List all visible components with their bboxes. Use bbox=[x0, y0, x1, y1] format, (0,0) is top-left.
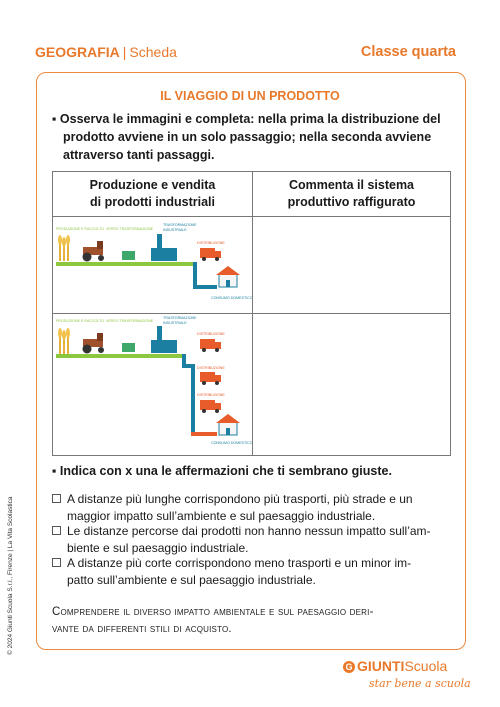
crate-icon bbox=[122, 343, 135, 352]
diagram-multi-step-cell bbox=[53, 314, 253, 456]
truck-icon bbox=[200, 339, 221, 352]
crate-icon bbox=[122, 251, 135, 260]
label-industry-1: TRASFORMAZIONE bbox=[163, 316, 197, 320]
label-transport: VERSO TRASFORMAZIONE bbox=[106, 319, 154, 323]
delivery-path bbox=[191, 432, 217, 436]
checkbox-2[interactable] bbox=[52, 526, 61, 535]
instruction-1-line-3: attraverso tanti passaggi. bbox=[63, 148, 215, 162]
subject-header bbox=[35, 44, 177, 60]
giunti-logo bbox=[343, 658, 447, 674]
label-consumption: CONSUMO DOMESTICO bbox=[211, 296, 252, 300]
production-line bbox=[56, 354, 184, 358]
checkbox-3[interactable] bbox=[52, 558, 61, 567]
logo-tagline: star bene a scuola bbox=[369, 677, 471, 690]
label-industry-2: INDUSTRIALE bbox=[163, 321, 187, 325]
label-distribution-3: DISTRIBUZIONE bbox=[197, 393, 225, 397]
label-production: PRODUZIONE E RACCOLTO bbox=[56, 227, 104, 231]
table-header-production-line-1: Produzione e vendita bbox=[89, 178, 216, 192]
distribution-path bbox=[193, 262, 197, 287]
diagram-single-step bbox=[53, 217, 252, 308]
logo-brand: GIUNTI bbox=[357, 658, 405, 674]
bullet-icon: ▪ bbox=[52, 112, 57, 126]
label-transport: VERSO TRASFORMAZIONE bbox=[106, 227, 154, 231]
statement-3 bbox=[52, 555, 411, 588]
label-production: PRODUZIONE E RACCOLTO bbox=[56, 319, 104, 323]
sheet-type-label: Scheda bbox=[129, 44, 177, 60]
logo-brand-2: Scuola bbox=[404, 658, 448, 674]
label-industry-2: INDUSTRIALE bbox=[163, 228, 187, 232]
header-separator: | bbox=[122, 44, 127, 60]
tractor-icon bbox=[83, 333, 105, 354]
label-consumption: CONSUMO DOMESTICO bbox=[211, 441, 252, 445]
table-header-production bbox=[53, 172, 253, 217]
instruction-2 bbox=[52, 462, 392, 480]
instruction-1-line-2: prodotto avviene in un solo passaggio; nella seconda avviene bbox=[63, 130, 432, 144]
factory-icon bbox=[151, 234, 177, 261]
statement-2-line-2: biente e sul paesaggio industriale. bbox=[67, 540, 249, 555]
statement-1 bbox=[52, 491, 413, 524]
learning-objective-line-1: Comprendere il diverso impatto ambientale e sul paesaggio deri- bbox=[52, 606, 374, 618]
page-title: IL VIAGGIO DI UN PRODOTTO bbox=[160, 89, 340, 103]
diagram-single-step-cell bbox=[53, 217, 253, 314]
copyright-notice: © 2024 Giunti Scuola S.r.l., Firenze | La Vita Scolastica bbox=[7, 496, 14, 655]
comment-cell-1[interactable] bbox=[253, 217, 451, 314]
statement-3-line-2: patto sull’ambiente e sul paesaggio industriale. bbox=[67, 572, 316, 587]
table-header-production-line-2: di prodotti industriali bbox=[90, 195, 215, 209]
factory-icon bbox=[151, 326, 177, 353]
checkbox-1[interactable] bbox=[52, 494, 61, 503]
delivery-path bbox=[193, 285, 217, 289]
production-line bbox=[56, 262, 196, 266]
truck-icon bbox=[200, 372, 221, 385]
bullet-icon: ▪ bbox=[52, 464, 57, 478]
wheat-icon bbox=[58, 328, 70, 354]
label-distribution-2: DISTRIBUZIONE bbox=[197, 366, 225, 370]
activity-table bbox=[52, 171, 451, 456]
house-icon bbox=[216, 414, 240, 435]
table-header-comment-line-1: Commenta il sistema bbox=[288, 178, 415, 192]
comment-cell-2[interactable] bbox=[253, 314, 451, 456]
statement-3-line-1: A distanze più corte corrispondono meno trasporti e un minor im- bbox=[67, 556, 412, 570]
learning-objective-line-2: vante da differenti stili di acquisto. bbox=[52, 623, 232, 635]
instruction-1-text-1: Osserva le immagini e completa: nella prima la distribuzione del bbox=[59, 112, 441, 126]
house-icon bbox=[216, 266, 240, 287]
truck-icon bbox=[200, 248, 221, 261]
wheat-icon bbox=[58, 235, 70, 261]
statement-2 bbox=[52, 523, 431, 556]
statement-2-line-1: Le distanze percorse dai prodotti non hanno nessun impatto sull’am- bbox=[67, 524, 431, 538]
label-distribution: DISTRIBUZIONE bbox=[197, 241, 225, 245]
statement-1-line-1: A distanze più lunghe corrispondono più trasporti, più strade e un bbox=[67, 492, 413, 506]
table-header-comment-line-2: produttivo raffigurato bbox=[287, 195, 416, 209]
instruction-2-text: Indica con x una le affermazioni che ti sembrano giuste. bbox=[59, 464, 392, 478]
label-distribution-1: DISTRIBUZIONE bbox=[197, 332, 225, 336]
learning-objective bbox=[52, 604, 374, 638]
grade-label: Classe quarta bbox=[360, 44, 456, 60]
logo-g-icon: G bbox=[343, 661, 355, 673]
truck-icon bbox=[200, 400, 221, 413]
instruction-1-line-1 bbox=[52, 110, 441, 128]
diagram-multi-step bbox=[53, 314, 252, 450]
table-header-comment bbox=[253, 172, 451, 217]
distribution-path bbox=[191, 364, 195, 434]
subject-label: GEOGRAFIA bbox=[35, 44, 120, 60]
label-industry-1: TRASFORMAZIONE bbox=[163, 223, 197, 227]
statement-1-line-2: maggior impatto sull’ambiente e sul paesaggio industriale. bbox=[67, 508, 376, 523]
tractor-icon bbox=[83, 241, 105, 262]
